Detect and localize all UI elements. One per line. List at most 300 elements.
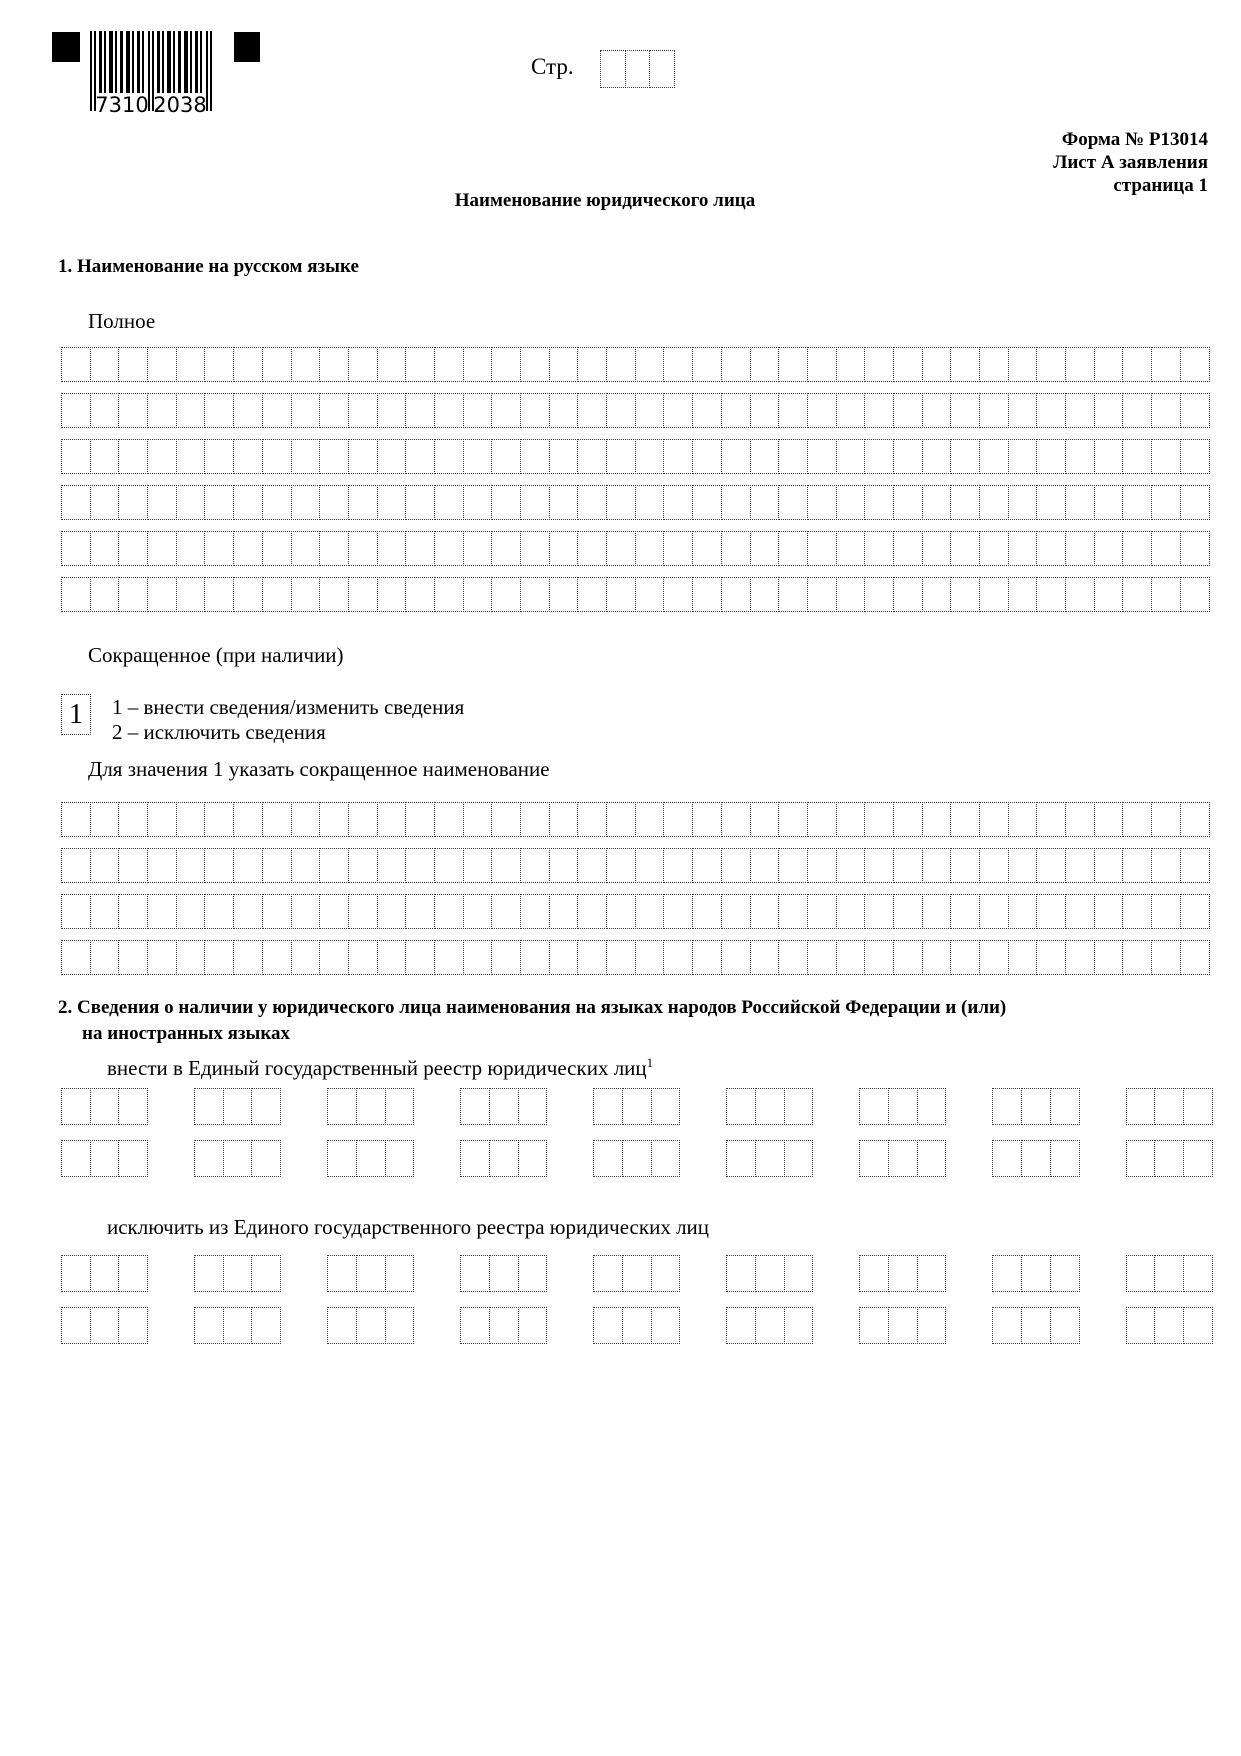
page-number-cells[interactable] bbox=[600, 50, 675, 88]
char-cell[interactable] bbox=[319, 894, 349, 929]
char-cell[interactable] bbox=[950, 577, 980, 612]
char-cell[interactable] bbox=[291, 439, 321, 474]
char-cell[interactable] bbox=[520, 894, 550, 929]
char-cell[interactable] bbox=[489, 1088, 519, 1125]
char-cell[interactable] bbox=[377, 439, 407, 474]
char-cell[interactable] bbox=[489, 1307, 519, 1344]
char-cell[interactable] bbox=[327, 1255, 357, 1292]
char-cell[interactable] bbox=[778, 802, 808, 837]
char-cell[interactable] bbox=[663, 577, 693, 612]
char-cell[interactable] bbox=[750, 894, 780, 929]
char-cell[interactable] bbox=[1151, 531, 1181, 566]
char-cell[interactable] bbox=[204, 894, 234, 929]
char-cell[interactable] bbox=[118, 577, 148, 612]
char-cell[interactable] bbox=[635, 940, 665, 975]
char-cell[interactable] bbox=[1036, 439, 1066, 474]
char-cell[interactable] bbox=[233, 940, 263, 975]
char-cell[interactable] bbox=[635, 485, 665, 520]
char-cell[interactable] bbox=[755, 1255, 785, 1292]
char-cell[interactable] bbox=[692, 940, 722, 975]
char-cell[interactable] bbox=[377, 577, 407, 612]
char-cell[interactable] bbox=[176, 485, 206, 520]
char-cell[interactable] bbox=[90, 485, 120, 520]
char-cell[interactable] bbox=[721, 848, 751, 883]
char-cell[interactable] bbox=[1122, 439, 1152, 474]
char-cell[interactable] bbox=[90, 531, 120, 566]
char-cell[interactable] bbox=[61, 1088, 91, 1125]
char-cell[interactable] bbox=[692, 577, 722, 612]
char-cell[interactable] bbox=[1036, 848, 1066, 883]
char-cell[interactable] bbox=[90, 1088, 120, 1125]
char-cell[interactable] bbox=[223, 1140, 253, 1177]
char-cell[interactable] bbox=[90, 439, 120, 474]
char-cell[interactable] bbox=[1094, 802, 1124, 837]
char-cell[interactable] bbox=[61, 802, 91, 837]
char-cell[interactable] bbox=[593, 1140, 623, 1177]
char-cell[interactable] bbox=[489, 1255, 519, 1292]
char-cell[interactable] bbox=[750, 802, 780, 837]
char-cell[interactable] bbox=[518, 1088, 548, 1125]
char-cell[interactable] bbox=[1094, 347, 1124, 382]
char-cell[interactable] bbox=[836, 485, 866, 520]
char-cell[interactable] bbox=[1050, 1307, 1080, 1344]
char-cell[interactable] bbox=[90, 347, 120, 382]
char-cell[interactable] bbox=[836, 802, 866, 837]
char-cell[interactable] bbox=[262, 485, 292, 520]
char-cell[interactable] bbox=[807, 485, 837, 520]
char-cell[interactable] bbox=[992, 1255, 1022, 1292]
char-cell[interactable] bbox=[90, 577, 120, 612]
char-cell[interactable] bbox=[1180, 485, 1210, 520]
char-cell[interactable] bbox=[377, 393, 407, 428]
char-cell[interactable] bbox=[377, 894, 407, 929]
char-cell[interactable] bbox=[61, 485, 91, 520]
char-cell[interactable] bbox=[319, 439, 349, 474]
char-cell[interactable] bbox=[635, 894, 665, 929]
char-cell[interactable] bbox=[577, 347, 607, 382]
char-cell[interactable] bbox=[147, 347, 177, 382]
char-cell[interactable] bbox=[922, 347, 952, 382]
char-cell[interactable] bbox=[606, 577, 636, 612]
char-cell[interactable] bbox=[606, 531, 636, 566]
char-cell[interactable] bbox=[864, 485, 894, 520]
char-cell[interactable] bbox=[251, 1140, 281, 1177]
char-cell[interactable] bbox=[622, 1255, 652, 1292]
char-cell[interactable] bbox=[1008, 894, 1038, 929]
char-cell[interactable] bbox=[663, 393, 693, 428]
char-cell[interactable] bbox=[223, 1307, 253, 1344]
char-cell[interactable] bbox=[635, 393, 665, 428]
char-cell[interactable] bbox=[635, 347, 665, 382]
char-cell[interactable] bbox=[606, 347, 636, 382]
char-cell[interactable] bbox=[577, 531, 607, 566]
char-cell[interactable] bbox=[262, 940, 292, 975]
char-cell[interactable] bbox=[434, 439, 464, 474]
char-cell[interactable] bbox=[520, 439, 550, 474]
char-cell[interactable] bbox=[327, 1088, 357, 1125]
short-name-choice-box[interactable]: 1 bbox=[61, 694, 91, 735]
char-cell[interactable] bbox=[979, 894, 1009, 929]
char-cell[interactable] bbox=[778, 894, 808, 929]
char-cell[interactable] bbox=[859, 1088, 889, 1125]
char-cell[interactable] bbox=[1008, 848, 1038, 883]
char-cell[interactable] bbox=[606, 848, 636, 883]
char-cell[interactable] bbox=[233, 439, 263, 474]
char-cell[interactable] bbox=[1154, 1307, 1184, 1344]
char-cell[interactable] bbox=[223, 1255, 253, 1292]
char-cell[interactable] bbox=[147, 940, 177, 975]
char-cell[interactable] bbox=[750, 940, 780, 975]
char-cell[interactable] bbox=[463, 802, 493, 837]
char-cell[interactable] bbox=[922, 531, 952, 566]
char-cell[interactable] bbox=[434, 848, 464, 883]
char-cell[interactable] bbox=[1094, 577, 1124, 612]
char-cell[interactable] bbox=[90, 802, 120, 837]
char-cell[interactable] bbox=[319, 848, 349, 883]
char-cell[interactable] bbox=[377, 347, 407, 382]
char-cell[interactable] bbox=[950, 439, 980, 474]
char-cell[interactable] bbox=[385, 1140, 415, 1177]
char-cell[interactable] bbox=[663, 940, 693, 975]
char-cell[interactable] bbox=[1036, 940, 1066, 975]
char-cell[interactable] bbox=[348, 531, 378, 566]
char-cell[interactable] bbox=[147, 439, 177, 474]
char-cell[interactable] bbox=[291, 577, 321, 612]
char-cell[interactable] bbox=[1065, 848, 1095, 883]
char-cell[interactable] bbox=[1180, 577, 1210, 612]
char-cell[interactable] bbox=[1008, 940, 1038, 975]
char-cell[interactable] bbox=[61, 577, 91, 612]
char-cell[interactable] bbox=[549, 531, 579, 566]
char-cell[interactable] bbox=[726, 1307, 756, 1344]
char-cell[interactable] bbox=[1151, 577, 1181, 612]
char-cell[interactable] bbox=[319, 531, 349, 566]
char-cell[interactable] bbox=[118, 485, 148, 520]
char-cell[interactable] bbox=[606, 393, 636, 428]
char-cell[interactable] bbox=[118, 1088, 148, 1125]
char-cell[interactable] bbox=[1094, 940, 1124, 975]
char-cell[interactable] bbox=[1094, 439, 1124, 474]
char-cell[interactable] bbox=[520, 485, 550, 520]
char-cell[interactable] bbox=[750, 439, 780, 474]
char-cell[interactable] bbox=[807, 577, 837, 612]
char-cell[interactable] bbox=[721, 485, 751, 520]
char-cell[interactable] bbox=[491, 848, 521, 883]
char-cell[interactable] bbox=[405, 577, 435, 612]
char-cell[interactable] bbox=[950, 485, 980, 520]
char-cell[interactable] bbox=[251, 1307, 281, 1344]
char-cell[interactable] bbox=[755, 1307, 785, 1344]
char-cell[interactable] bbox=[405, 531, 435, 566]
char-cell[interactable] bbox=[176, 802, 206, 837]
char-cell[interactable] bbox=[950, 393, 980, 428]
char-cell[interactable] bbox=[1065, 439, 1095, 474]
char-cell[interactable] bbox=[385, 1307, 415, 1344]
char-cell[interactable] bbox=[750, 347, 780, 382]
char-cell[interactable] bbox=[807, 848, 837, 883]
char-cell[interactable] bbox=[807, 802, 837, 837]
char-cell[interactable] bbox=[118, 1140, 148, 1177]
char-cell[interactable] bbox=[893, 894, 923, 929]
char-cell[interactable] bbox=[836, 531, 866, 566]
char-cell[interactable] bbox=[291, 802, 321, 837]
char-cell[interactable] bbox=[1122, 393, 1152, 428]
char-cell[interactable] bbox=[176, 894, 206, 929]
char-cell[interactable] bbox=[1122, 940, 1152, 975]
char-cell[interactable] bbox=[61, 1255, 91, 1292]
char-cell[interactable] bbox=[348, 848, 378, 883]
char-cell[interactable] bbox=[434, 531, 464, 566]
char-cell[interactable] bbox=[979, 940, 1009, 975]
char-cell[interactable] bbox=[491, 894, 521, 929]
char-cell[interactable] bbox=[859, 1255, 889, 1292]
char-cell[interactable] bbox=[348, 393, 378, 428]
char-cell[interactable] bbox=[979, 347, 1009, 382]
char-cell[interactable] bbox=[692, 531, 722, 566]
char-cell[interactable] bbox=[663, 439, 693, 474]
char-cell[interactable] bbox=[1036, 802, 1066, 837]
char-cell[interactable] bbox=[1180, 848, 1210, 883]
char-cell[interactable] bbox=[922, 940, 952, 975]
char-cell[interactable] bbox=[520, 577, 550, 612]
char-cell[interactable] bbox=[491, 485, 521, 520]
char-cell[interactable] bbox=[348, 802, 378, 837]
char-cell[interactable] bbox=[1094, 848, 1124, 883]
char-cell[interactable] bbox=[405, 802, 435, 837]
char-cell[interactable] bbox=[651, 1140, 681, 1177]
char-cell[interactable] bbox=[291, 531, 321, 566]
char-cell[interactable] bbox=[1094, 485, 1124, 520]
char-cell[interactable] bbox=[520, 940, 550, 975]
char-cell[interactable] bbox=[319, 940, 349, 975]
char-cell[interactable] bbox=[622, 1307, 652, 1344]
char-cell[interactable] bbox=[992, 1307, 1022, 1344]
char-cell[interactable] bbox=[992, 1140, 1022, 1177]
char-cell[interactable] bbox=[635, 577, 665, 612]
char-cell[interactable] bbox=[1021, 1140, 1051, 1177]
char-cell[interactable] bbox=[460, 1088, 490, 1125]
char-cell[interactable] bbox=[726, 1088, 756, 1125]
char-cell[interactable] bbox=[663, 848, 693, 883]
char-cell[interactable] bbox=[262, 531, 292, 566]
char-cell[interactable] bbox=[721, 802, 751, 837]
char-cell[interactable] bbox=[778, 485, 808, 520]
char-cell[interactable] bbox=[577, 802, 607, 837]
char-cell[interactable] bbox=[463, 439, 493, 474]
char-cell[interactable] bbox=[1036, 347, 1066, 382]
char-cell[interactable] bbox=[434, 347, 464, 382]
char-cell[interactable] bbox=[950, 347, 980, 382]
char-cell[interactable] bbox=[979, 393, 1009, 428]
char-cell[interactable] bbox=[663, 347, 693, 382]
char-cell[interactable] bbox=[577, 577, 607, 612]
char-cell[interactable] bbox=[262, 393, 292, 428]
char-cell[interactable] bbox=[1008, 531, 1038, 566]
char-cell[interactable] bbox=[606, 894, 636, 929]
char-cell[interactable] bbox=[405, 439, 435, 474]
char-cell[interactable] bbox=[864, 347, 894, 382]
char-cell[interactable] bbox=[635, 802, 665, 837]
char-cell[interactable] bbox=[784, 1307, 814, 1344]
char-cell[interactable] bbox=[864, 940, 894, 975]
char-cell[interactable] bbox=[319, 577, 349, 612]
char-cell[interactable] bbox=[549, 347, 579, 382]
char-cell[interactable] bbox=[327, 1307, 357, 1344]
char-cell[interactable] bbox=[1036, 531, 1066, 566]
char-cell[interactable] bbox=[356, 1255, 386, 1292]
char-cell[interactable] bbox=[1050, 1255, 1080, 1292]
char-cell[interactable] bbox=[1180, 531, 1210, 566]
char-cell[interactable] bbox=[922, 577, 952, 612]
char-cell[interactable] bbox=[606, 802, 636, 837]
char-cell[interactable] bbox=[750, 393, 780, 428]
char-cell[interactable] bbox=[1180, 940, 1210, 975]
char-cell[interactable] bbox=[233, 894, 263, 929]
char-cell[interactable] bbox=[90, 894, 120, 929]
char-cell[interactable] bbox=[1065, 485, 1095, 520]
char-cell[interactable] bbox=[204, 393, 234, 428]
char-cell[interactable] bbox=[291, 940, 321, 975]
char-cell[interactable] bbox=[950, 894, 980, 929]
char-cell[interactable] bbox=[1094, 531, 1124, 566]
char-cell[interactable] bbox=[61, 940, 91, 975]
char-cell[interactable] bbox=[434, 577, 464, 612]
char-cell[interactable] bbox=[262, 802, 292, 837]
char-cell[interactable] bbox=[807, 940, 837, 975]
char-cell[interactable] bbox=[893, 485, 923, 520]
char-cell[interactable] bbox=[1151, 485, 1181, 520]
char-cell[interactable] bbox=[233, 393, 263, 428]
char-cell[interactable] bbox=[118, 1307, 148, 1344]
char-cell[interactable] bbox=[1151, 802, 1181, 837]
char-cell[interactable] bbox=[1008, 393, 1038, 428]
char-cell[interactable] bbox=[61, 894, 91, 929]
char-cell[interactable] bbox=[864, 848, 894, 883]
char-cell[interactable] bbox=[319, 393, 349, 428]
char-cell[interactable] bbox=[778, 347, 808, 382]
char-cell[interactable] bbox=[1126, 1255, 1156, 1292]
char-cell[interactable] bbox=[1122, 347, 1152, 382]
char-cell[interactable] bbox=[1008, 439, 1038, 474]
char-cell[interactable] bbox=[750, 485, 780, 520]
char-cell[interactable] bbox=[663, 894, 693, 929]
char-cell[interactable] bbox=[864, 531, 894, 566]
char-cell[interactable] bbox=[1065, 393, 1095, 428]
char-cell[interactable] bbox=[356, 1307, 386, 1344]
char-cell[interactable] bbox=[204, 439, 234, 474]
char-cell[interactable] bbox=[1122, 894, 1152, 929]
char-cell[interactable] bbox=[434, 940, 464, 975]
char-cell[interactable] bbox=[118, 894, 148, 929]
char-cell[interactable] bbox=[176, 347, 206, 382]
char-cell[interactable] bbox=[194, 1255, 224, 1292]
char-cell[interactable] bbox=[1094, 894, 1124, 929]
char-cell[interactable] bbox=[118, 531, 148, 566]
char-cell[interactable] bbox=[692, 848, 722, 883]
char-cell[interactable] bbox=[348, 439, 378, 474]
char-cell[interactable] bbox=[1036, 393, 1066, 428]
char-cell[interactable] bbox=[979, 577, 1009, 612]
char-cell[interactable] bbox=[577, 485, 607, 520]
char-cell[interactable] bbox=[520, 531, 550, 566]
char-cell[interactable] bbox=[836, 894, 866, 929]
char-cell[interactable] bbox=[118, 940, 148, 975]
char-cell[interactable] bbox=[1036, 485, 1066, 520]
char-cell[interactable] bbox=[118, 393, 148, 428]
char-cell[interactable] bbox=[721, 393, 751, 428]
char-cell[interactable] bbox=[950, 848, 980, 883]
char-cell[interactable] bbox=[233, 531, 263, 566]
char-cell[interactable] bbox=[549, 848, 579, 883]
char-cell[interactable] bbox=[147, 577, 177, 612]
char-cell[interactable] bbox=[750, 577, 780, 612]
char-cell[interactable] bbox=[1183, 1140, 1213, 1177]
char-cell[interactable] bbox=[692, 485, 722, 520]
char-cell[interactable] bbox=[319, 347, 349, 382]
char-cell[interactable] bbox=[606, 439, 636, 474]
char-cell[interactable] bbox=[262, 577, 292, 612]
char-cell[interactable] bbox=[176, 531, 206, 566]
char-cell[interactable] bbox=[784, 1255, 814, 1292]
char-cell[interactable] bbox=[979, 802, 1009, 837]
char-cell[interactable] bbox=[577, 894, 607, 929]
char-cell[interactable] bbox=[385, 1255, 415, 1292]
char-cell[interactable] bbox=[377, 531, 407, 566]
char-cell[interactable] bbox=[118, 347, 148, 382]
char-cell[interactable] bbox=[692, 439, 722, 474]
char-cell[interactable] bbox=[377, 940, 407, 975]
char-cell[interactable] bbox=[262, 894, 292, 929]
char-cell[interactable] bbox=[721, 894, 751, 929]
char-cell[interactable] bbox=[917, 1307, 947, 1344]
char-cell[interactable] bbox=[663, 531, 693, 566]
char-cell[interactable] bbox=[223, 1088, 253, 1125]
char-cell[interactable] bbox=[950, 802, 980, 837]
char-cell[interactable] bbox=[893, 347, 923, 382]
char-cell[interactable] bbox=[836, 347, 866, 382]
char-cell[interactable] bbox=[491, 347, 521, 382]
char-cell[interactable] bbox=[194, 1088, 224, 1125]
char-cell[interactable] bbox=[204, 577, 234, 612]
char-cell[interactable] bbox=[755, 1088, 785, 1125]
char-cell[interactable] bbox=[233, 485, 263, 520]
char-cell[interactable] bbox=[922, 802, 952, 837]
char-cell[interactable] bbox=[1180, 894, 1210, 929]
char-cell[interactable] bbox=[1050, 1140, 1080, 1177]
char-cell[interactable] bbox=[778, 577, 808, 612]
char-cell[interactable] bbox=[251, 1255, 281, 1292]
char-cell[interactable] bbox=[1008, 347, 1038, 382]
char-cell[interactable] bbox=[649, 50, 675, 88]
char-cell[interactable] bbox=[1050, 1088, 1080, 1125]
char-cell[interactable] bbox=[61, 393, 91, 428]
char-cell[interactable] bbox=[600, 50, 626, 88]
char-cell[interactable] bbox=[491, 393, 521, 428]
char-cell[interactable] bbox=[262, 848, 292, 883]
char-cell[interactable] bbox=[888, 1307, 918, 1344]
char-cell[interactable] bbox=[90, 393, 120, 428]
char-cell[interactable] bbox=[606, 940, 636, 975]
char-cell[interactable] bbox=[784, 1140, 814, 1177]
char-cell[interactable] bbox=[888, 1255, 918, 1292]
char-cell[interactable] bbox=[204, 347, 234, 382]
char-cell[interactable] bbox=[577, 393, 607, 428]
char-cell[interactable] bbox=[194, 1307, 224, 1344]
char-cell[interactable] bbox=[692, 802, 722, 837]
char-cell[interactable] bbox=[864, 802, 894, 837]
char-cell[interactable] bbox=[204, 802, 234, 837]
char-cell[interactable] bbox=[319, 802, 349, 837]
